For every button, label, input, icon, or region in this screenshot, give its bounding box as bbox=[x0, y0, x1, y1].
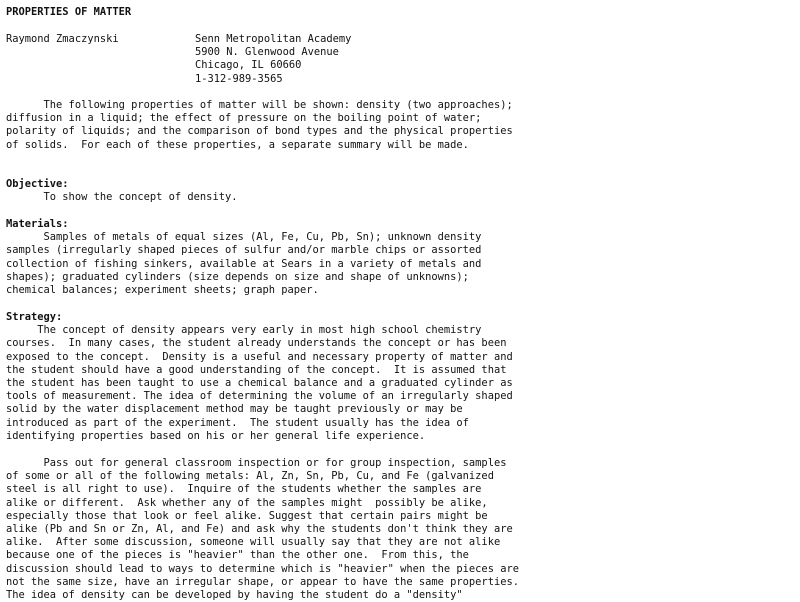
materials-line: collection of fishing sinkers, available at Sears in a variety of metals and bbox=[6, 257, 482, 270]
author-name: Raymond Zmaczynski bbox=[6, 33, 119, 45]
address-block bbox=[195, 33, 351, 86]
passout-line: of some or all of the following metals: Al, Zn, Sn, Pb, Cu, and Fe (galvanized bbox=[6, 470, 494, 483]
strategy-line: identifying properties based on his or her general life experience. bbox=[6, 429, 426, 442]
materials-line: shapes); graduated cylinders (size depends on size and shape of unknowns); bbox=[6, 270, 469, 283]
intro-line: polarity of liquids; and the comparison of bond types and the physical properties bbox=[6, 125, 513, 138]
materials-line: samples (irregularly shaped pieces of sulfur and/or marble chips or assorted bbox=[6, 244, 482, 257]
passout-line: discussion should lead to ways to determine which is "heavier" when the pieces are bbox=[6, 562, 519, 575]
passout-line: steel is all right to use). Inquire of the students whether the samples are bbox=[6, 483, 482, 496]
passout-line: Pass out for general classroom inspection or for group inspection, samples bbox=[6, 457, 507, 469]
strategy-line: tools of measurement. The idea of determining the volume of an irregularly shaped bbox=[6, 390, 513, 403]
passout-line: The idea of density can be developed by having the student do a "density" bbox=[6, 588, 463, 601]
address-line: 1-312-989-3565 bbox=[195, 72, 283, 85]
objective-section bbox=[6, 178, 796, 204]
strategy-line: introduced as part of the experiment. The student usually has the idea of bbox=[6, 416, 469, 429]
materials-line: Samples of metals of equal sizes (Al, Fe, Cu, Pb, Sn); unknown density bbox=[6, 231, 482, 244]
document-title: PROPERTIES OF MATTER bbox=[6, 6, 132, 18]
strategy-line: the student has been taught to use a chemical balance and a graduated cylinder as bbox=[6, 376, 513, 389]
materials-section bbox=[6, 218, 796, 297]
passout-line: especially those that look or feel alike. Suggest that certain pairs might be bbox=[6, 509, 488, 522]
materials-heading: Materials: bbox=[6, 218, 69, 230]
intro-line: diffusion in a liquid; the effect of pressure on the boiling point of water; bbox=[6, 112, 482, 125]
intro-line: of solids. For each of these properties, a separate summary will be made. bbox=[6, 138, 469, 151]
strategy-heading: Strategy: bbox=[6, 311, 63, 323]
passout-paragraph bbox=[6, 457, 796, 602]
address-line: Senn Metropolitan Academy bbox=[195, 33, 352, 45]
objective-line: To show the concept of density. bbox=[6, 191, 238, 204]
strategy-section bbox=[6, 311, 796, 443]
passout-line: alike. After some discussion, someone will usually say that they are not alike bbox=[6, 536, 501, 549]
address-line: 5900 N. Glenwood Avenue bbox=[195, 46, 339, 59]
intro-paragraph bbox=[6, 99, 796, 152]
objective-heading: Objective: bbox=[6, 178, 69, 190]
passout-line: because one of the pieces is "heavier" than the other one. From this, the bbox=[6, 549, 469, 562]
address-line: Chicago, IL 60660 bbox=[195, 59, 302, 72]
strategy-line: The concept of density appears very early in most high school chemistry bbox=[6, 324, 482, 337]
passout-line: not the same size, have an irregular shape, or appear to have the same properties. bbox=[6, 575, 519, 588]
passout-line: alike (Pb and Sn or Zn, Al, and Fe) and ask why the students don't think they are bbox=[6, 522, 513, 535]
strategy-line: the student should have a good understanding of the concept. It is assumed that bbox=[6, 363, 507, 376]
passout-line: alike or different. Ask whether any of the samples might possibly be alike, bbox=[6, 496, 488, 509]
materials-line: chemical balances; experiment sheets; graph paper. bbox=[6, 283, 319, 296]
strategy-line: exposed to the concept. Density is a useful and necessary property of matter and bbox=[6, 350, 513, 363]
strategy-line: solid by the water displacement method may be taught previously or may be bbox=[6, 403, 463, 416]
intro-line: The following properties of matter will be shown: density (two approaches); bbox=[6, 99, 513, 111]
strategy-line: courses. In many cases, the student already understands the concept or has been bbox=[6, 337, 507, 350]
